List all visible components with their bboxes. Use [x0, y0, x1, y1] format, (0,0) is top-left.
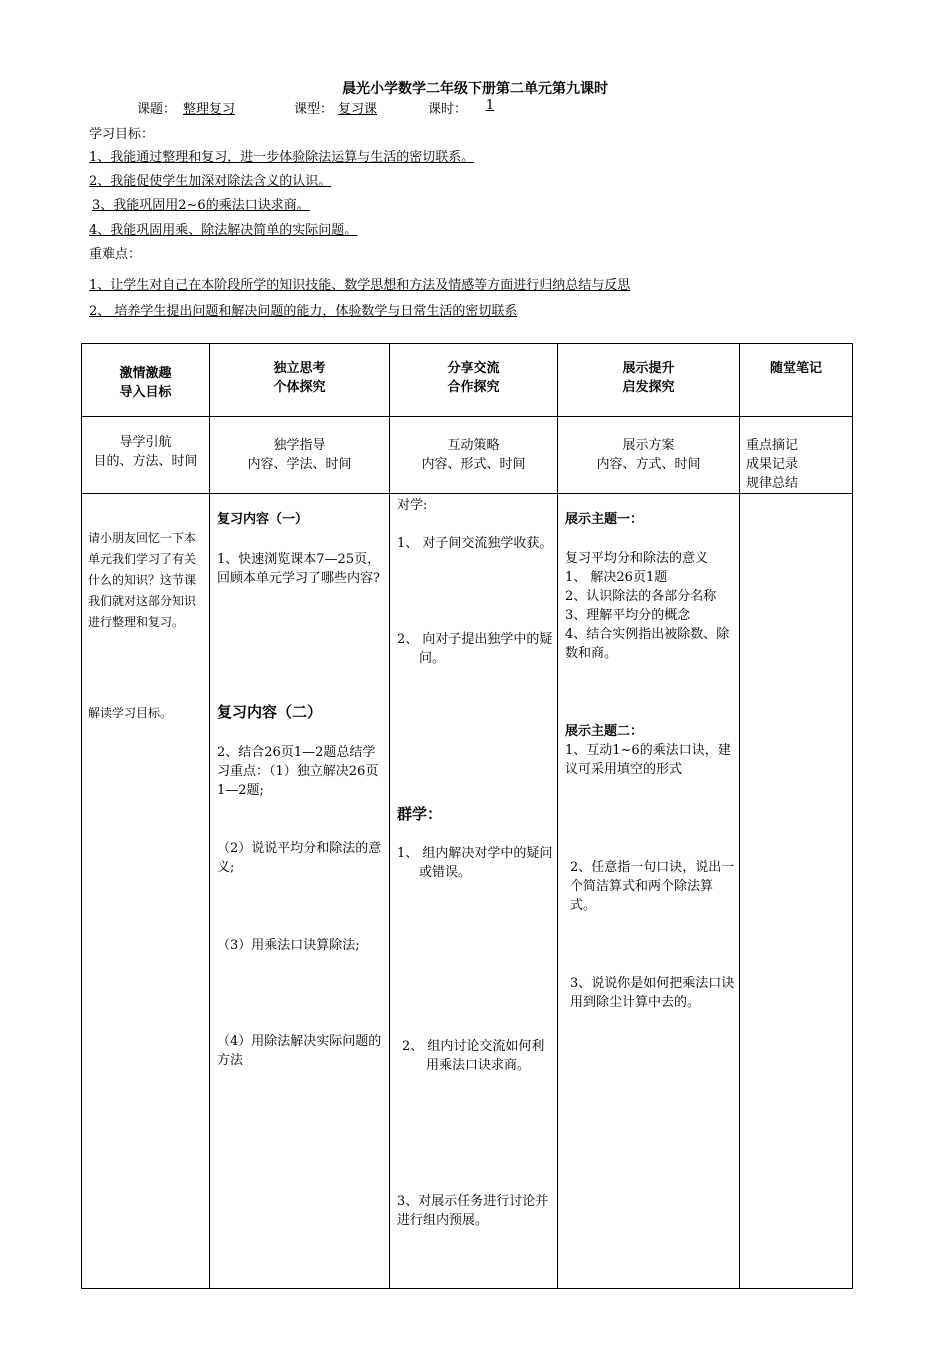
key-point: 2、 培养学生提出问题和解决问题的能力，体验数学与日常生活的密切联系: [89, 304, 518, 319]
content-cell-notes: [740, 494, 853, 1289]
review-item: 2、结合26页1—2题总结学习重点：（1）独立解决26页1—2题;: [217, 745, 379, 798]
theme-item: 1、 解决26页1题: [565, 570, 668, 585]
type-value: 复习课: [338, 102, 378, 117]
key-heading: 重难点：: [89, 247, 142, 262]
lesson-plan-table: [81, 343, 853, 1289]
theme-item: 复习平均分和除法的意义: [565, 551, 709, 566]
pair-item: 1、 对子间交流独学收获。: [397, 536, 553, 551]
header-cell: 分享交流 合作探究: [390, 344, 558, 417]
header-cell: 随堂笔记: [740, 344, 853, 417]
goals-heading: 学习目标：: [89, 127, 155, 142]
group-item: 3、对展示任务进行讨论并进行组内预展。: [397, 1194, 549, 1228]
review-item: （3）用乘法口诀算除法;: [217, 938, 360, 953]
pair-item: 2、 向对子提出独学中的疑问。: [397, 632, 553, 666]
theme-item: 1、互动1~6的乘法口诀，建议可采用填空的形式: [565, 743, 731, 777]
intro-text: 请小朋友回忆一下本单元我们学习了有关什么的知识？这节课我们就对这部分知识进行整理和复习。: [88, 531, 197, 629]
content-cell-independent: [210, 494, 390, 1289]
review-item: （4）用除法解决实际问题的方法: [217, 1034, 382, 1068]
review-heading-1: 复习内容（一）: [217, 512, 309, 527]
group-item: 2、 组内讨论交流如何利用乘法口诀求商。: [402, 1039, 545, 1073]
subheader-cell: 重点摘记 成果记录 规律总结: [740, 417, 853, 494]
period-label: 课时：: [428, 102, 468, 117]
page-title: 晨光小学数学二年级下册第二单元第九课时: [342, 81, 608, 97]
goal-item: 3、我能巩固用2~6的乘法口诀求商。: [92, 198, 310, 213]
header-cell: 激情激趣 导入目标: [82, 344, 210, 417]
theme-item: 2、认识除法的各部分名称: [565, 589, 717, 604]
subheader-cell: 展示方案 内容、方式、时间: [558, 417, 740, 494]
pair-heading: 对学:: [397, 498, 428, 513]
theme-item: 4、结合实例指出被除数、除数和商。: [565, 627, 730, 661]
theme-heading-2: 展示主题二：: [565, 724, 644, 739]
review-item: （2）说说平均分和除法的意义;: [217, 841, 382, 875]
subheader-row: [82, 417, 853, 494]
subheader-cell: 互动策略 内容、形式、时间: [390, 417, 558, 494]
header-row: [82, 344, 853, 417]
theme-item: 3、理解平均分的概念: [565, 608, 691, 623]
read-goals-text: 解读学习目标。: [88, 706, 173, 720]
period-value: 1: [485, 98, 495, 113]
content-cell-intro: [82, 494, 210, 1289]
content-cell-present: [558, 494, 740, 1289]
header-cell: 独立思考 个体探究: [210, 344, 390, 417]
goal-item: 4、我能巩固用乘、除法解决简单的实际问题。: [89, 223, 358, 238]
content-cell-cooperate: [390, 494, 558, 1289]
topic-value: 整理复习: [183, 102, 236, 117]
group-heading: 群学：: [397, 805, 443, 823]
topic-label: 课题：: [137, 102, 177, 117]
theme-item: 2、任意指一句口诀，说出一个简洁算式和两个除法算式。: [570, 860, 735, 913]
content-row: [82, 494, 853, 1289]
theme-heading-1: 展示主题一：: [565, 512, 644, 527]
subheader-cell: 独学指导 内容、学法、时间: [210, 417, 390, 494]
subheader-cell: 导学引航 目的、方法、时间: [82, 417, 210, 494]
group-item: 1、 组内解决对学中的疑问或错误。: [397, 846, 553, 880]
type-label: 课型：: [294, 102, 334, 117]
review-item: 1、快速浏览课本7—25页，回顾本单元学习了哪些内容?: [217, 552, 381, 586]
goal-item: 2、我能促使学生加深对除法含义的认识。: [89, 174, 332, 189]
theme-item: 3、说说你是如何把乘法口诀用到除尘计算中去的。: [570, 976, 735, 1010]
key-point: 1、让学生对自己在本阶段所学的知识技能、数学思想和方法及情感等方面进行归纳总结与反思: [89, 278, 631, 293]
header-cell: 展示提升 启发探究: [558, 344, 740, 417]
review-heading-2: 复习内容（二）: [217, 703, 323, 721]
goal-item: 1、我能通过整理和复习，进一步体验除法运算与生活的密切联系。: [89, 150, 475, 165]
